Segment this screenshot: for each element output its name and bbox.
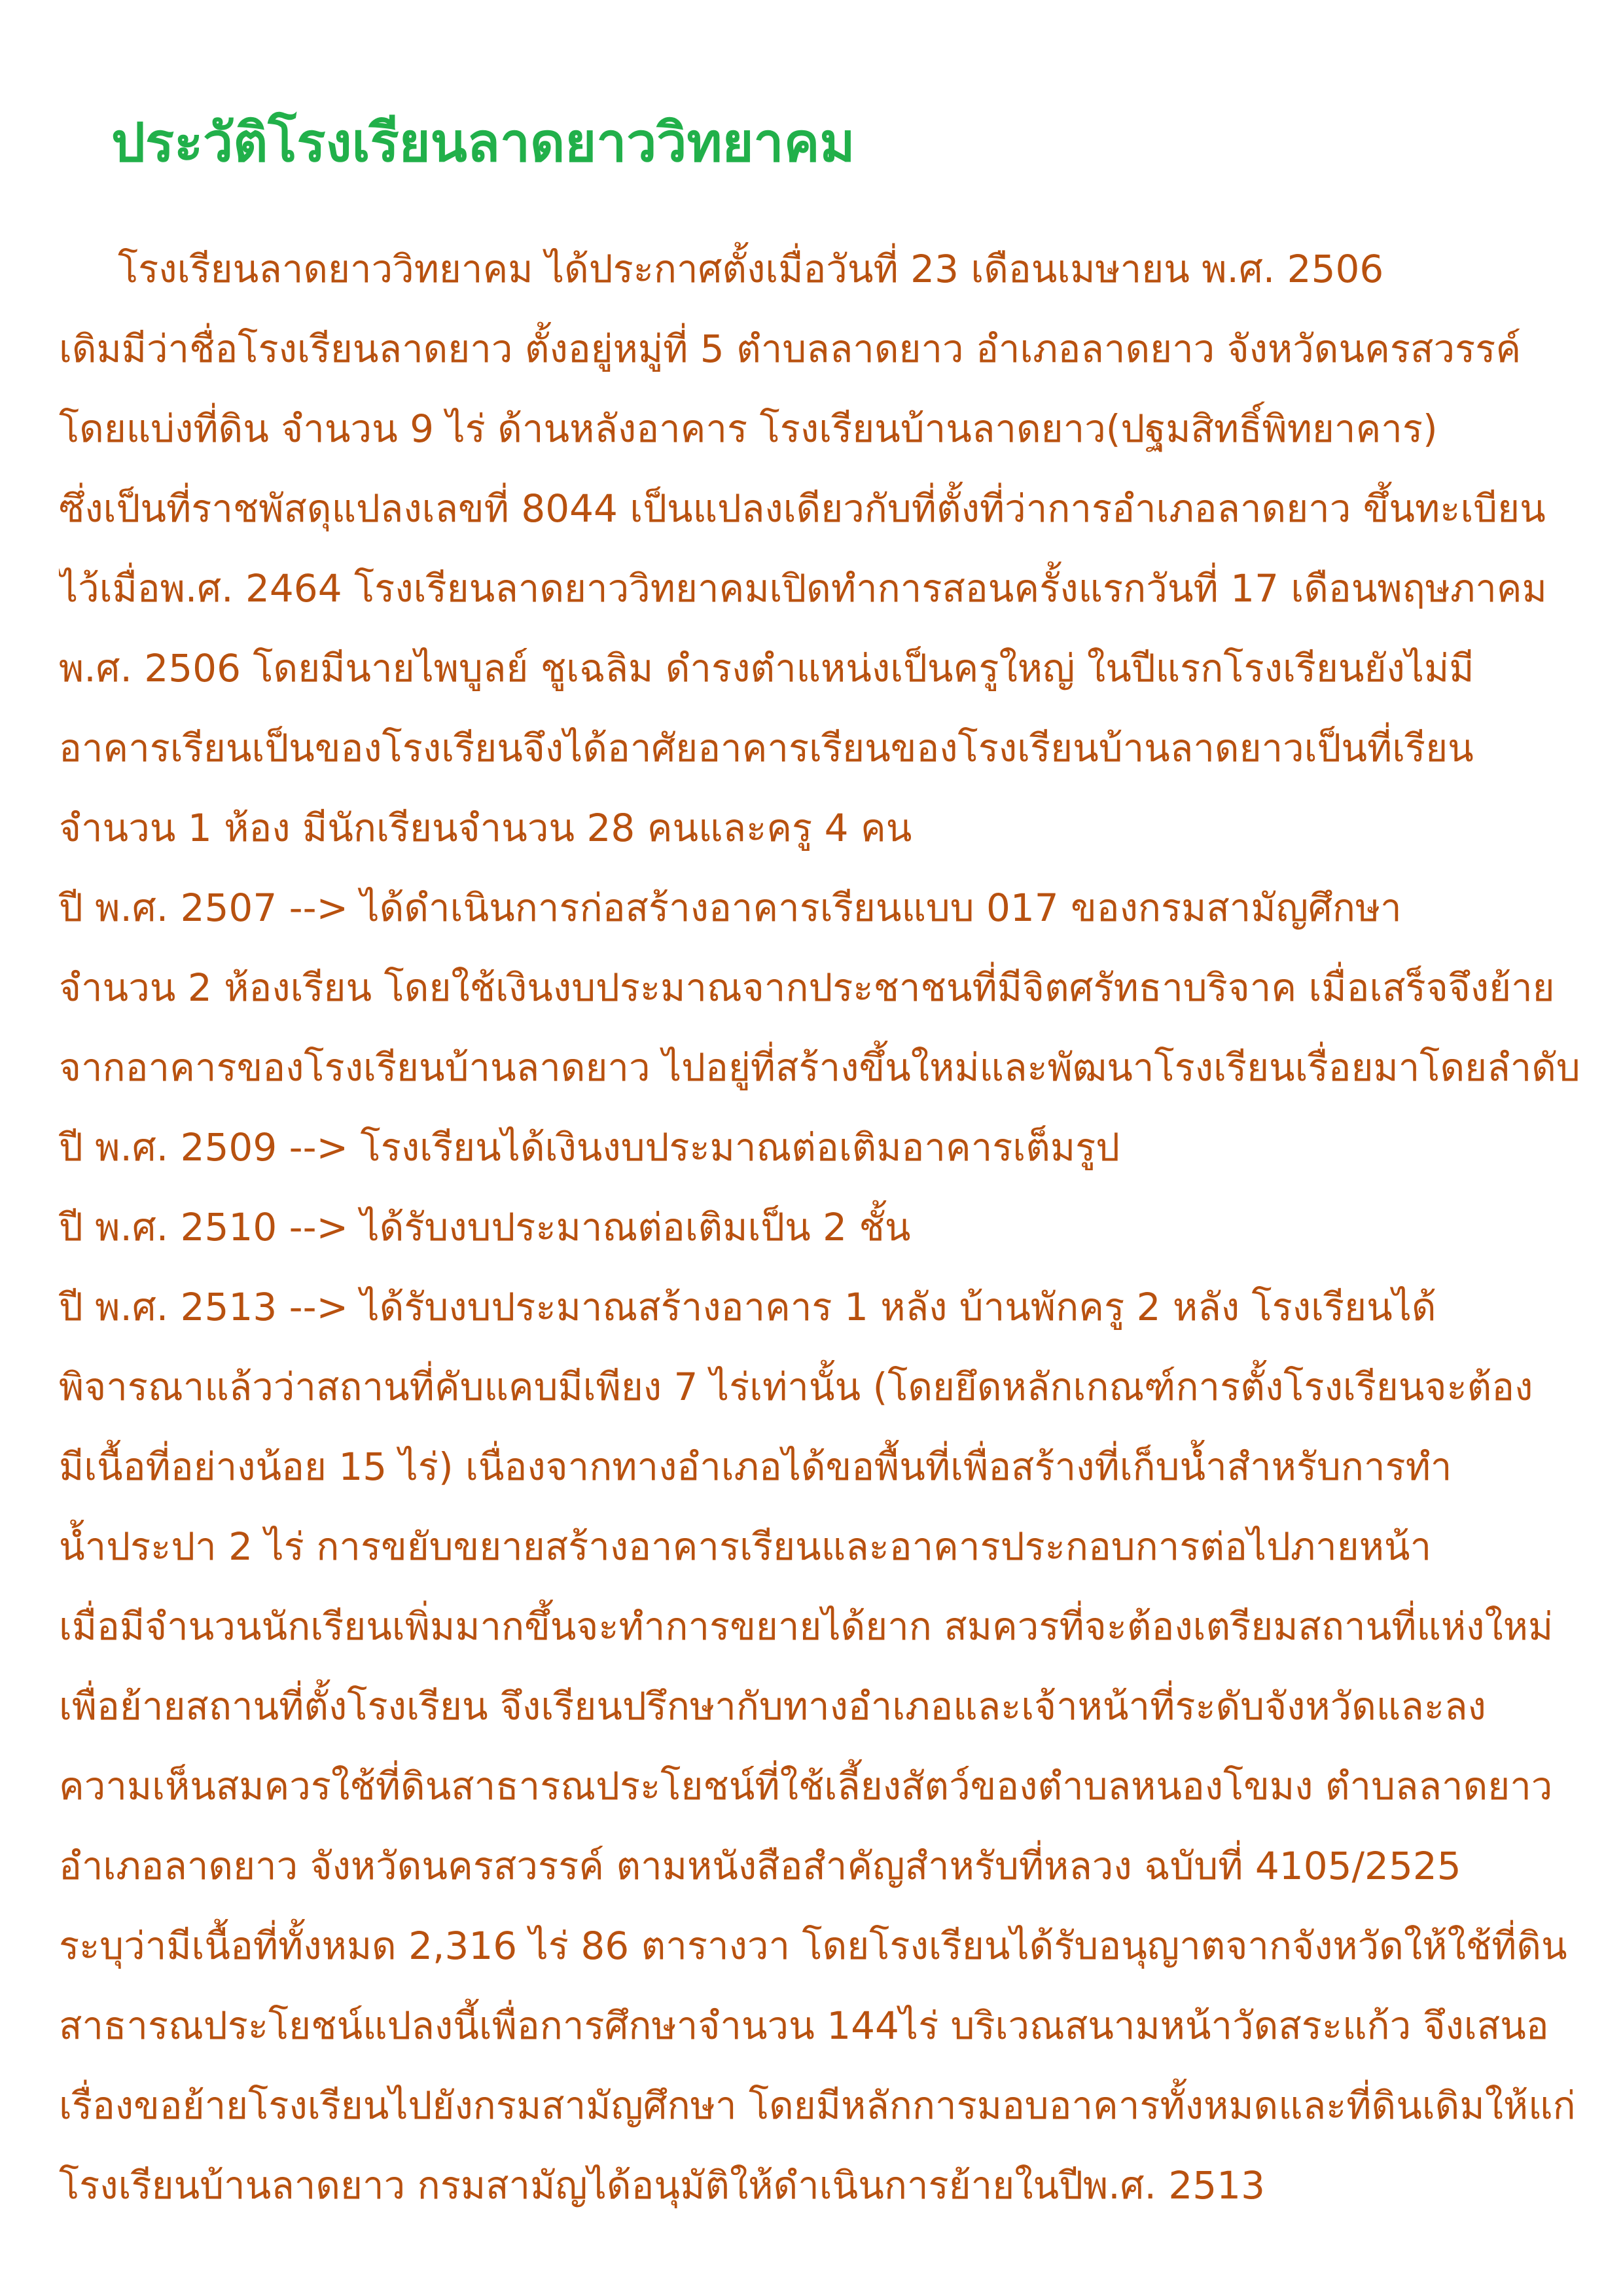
text-line: ปี พ.ศ. 2513 --> ได้รับงบประมาณสร้างอาคาร 1 หลัง บ้านพักครู 2 หลัง โรงเรียนได้ bbox=[59, 1285, 1436, 1329]
text-line: เรื่องขอย้ายโรงเรียนไปยังกรมสามัญศึกษา โดยมีหลักการมอบอาคารทั้งหมดและที่ดินเดิมให้แก่ bbox=[59, 2083, 1576, 2128]
text-line: อาคารเรียนเป็นของโรงเรียนจึงได้อาศัยอาคารเรียนของโรงเรียนบ้านลาดยาวเป็นที่เรียน bbox=[59, 726, 1474, 770]
text-line: มีเนื้อที่อย่างน้อย 15 ไร่) เนื่องจากทางอำเภอได้ขอพื้นที่เพื่อสร้างที่เก็บน้ำสำหรับการทำ bbox=[59, 1444, 1452, 1489]
text-line: จากอาคารของโรงเรียนบ้านลาดยาว ไปอยู่ที่สร้างขึ้นใหม่และพัฒนาโรงเรียนเรื่อยมาโดยลำดับ bbox=[59, 1045, 1580, 1090]
text-line: ปี พ.ศ. 2510 --> ได้รับงบประมาณต่อเติมเป็น 2 ชั้น bbox=[59, 1205, 911, 1249]
text-line: เพื่อย้ายสถานที่ตั้งโรงเรียน จึงเรียนปรึกษากับทางอำเภอและเจ้าหน้าที่ระดับจังหวัดและลง bbox=[59, 1684, 1486, 1729]
text-line: ซึ่งเป็นที่ราชพัสดุแปลงเลขที่ 8044 เป็นแปลงเดียวกับที่ตั้งที่ว่าการอำเภอลาดยาว ขึ้นทะเบียน bbox=[59, 486, 1546, 531]
text-line: พิจารณาแล้วว่าสถานที่คับแคบมีเพียง 7 ไร่เท่านั้น (โดยยึดหลักเกณฑ์การตั้งโรงเรียนจะต้อง bbox=[59, 1365, 1533, 1409]
page-title: ประวัติโรงเรียนลาดยาววิทยาคม bbox=[111, 112, 855, 174]
text-line: ระบุว่ามีเนื้อที่ทั้งหมด 2,316 ไร่ 86 ตารางวา โดยโรงเรียนได้รับอนุญาตจากจังหวัดให้ใช้ที่ดิน bbox=[59, 1924, 1567, 1968]
text-line: โรงเรียนบ้านลาดยาว กรมสามัญได้อนุมัติให้ดำเนินการย้ายในปีพ.ศ. 2513 bbox=[59, 2163, 1265, 2208]
text-line: พ.ศ. 2506 โดยมีนายไพบูลย์ ชูเฉลิม ดำรงตำแหน่งเป็นครูใหญ่ ในปีแรกโรงเรียนยังไม่มี bbox=[59, 646, 1474, 691]
text-line: เดิมมีว่าชื่อโรงเรียนลาดยาว ตั้งอยู่หมู่ที่ 5 ตำบลลาดยาว อำเภอลาดยาว จังหวัดนครสวรรค์ bbox=[59, 327, 1522, 371]
history-body-text bbox=[59, 229, 1603, 2225]
text-line: น้ำประปา 2 ไร่ การขยับขยายสร้างอาคารเรียนและอาคารประกอบการต่อไปภายหน้า bbox=[59, 1524, 1432, 1569]
text-line: เมื่อมีจำนวนนักเรียนเพิ่มมากขึ้นจะทำการขยายได้ยาก สมควรที่จะต้องเตรียมสถานที่แห่งใหม่ bbox=[59, 1604, 1554, 1649]
text-line: โรงเรียนลาดยาววิทยาคม ได้ประกาศตั้งเมื่อวันที่ 23 เดือนเมษายน พ.ศ. 2506 bbox=[118, 247, 1384, 291]
text-line: ไว้เมื่อพ.ศ. 2464 โรงเรียนลาดยาววิทยาคมเปิดทำการสอนครั้งแรกวันที่ 17 เดือนพฤษภาคม bbox=[59, 566, 1547, 611]
text-line: ปี พ.ศ. 2509 --> โรงเรียนได้เงินงบประมาณต่อเติมอาคารเต็มรูป bbox=[59, 1125, 1120, 1170]
text-line: ปี พ.ศ. 2507 --> ได้ดำเนินการก่อสร้างอาคารเรียนแบบ 017 ของกรมสามัญศึกษา bbox=[59, 886, 1402, 930]
text-line: โดยแบ่งที่ดิน จำนวน 9 ไร่ ด้านหลังอาคาร โรงเรียนบ้านลาดยาว(ปฐมสิทธิ์พิทยาคาร) bbox=[59, 406, 1438, 451]
text-line: อำเภอลาดยาว จังหวัดนครสวรรค์ ตามหนังสือสำคัญสำหรับที่หลวง ฉบับที่ 4105/2525 bbox=[59, 1844, 1461, 1888]
text-line: จำนวน 1 ห้อง มีนักเรียนจำนวน 28 คนและครู 4 คน bbox=[59, 806, 912, 850]
text-line: ความเห็นสมควรใช้ที่ดินสาธารณประโยชน์ที่ใช้เลี้ยงสัตว์ของตำบลหนองโขมง ตำบลลาดยาว bbox=[59, 1764, 1553, 1808]
text-line: จำนวน 2 ห้องเรียน โดยใช้เงินงบประมาณจากประชาชนที่มีจิตศรัทธาบริจาค เมื่อเสร็จจึงย้าย bbox=[59, 965, 1555, 1010]
text-line: สาธารณประโยชน์แปลงนี้เพื่อการศึกษาจำนวน 144ไร่ บริเวณสนามหน้าวัดสระแก้ว จึงเสนอ bbox=[59, 2003, 1549, 2048]
